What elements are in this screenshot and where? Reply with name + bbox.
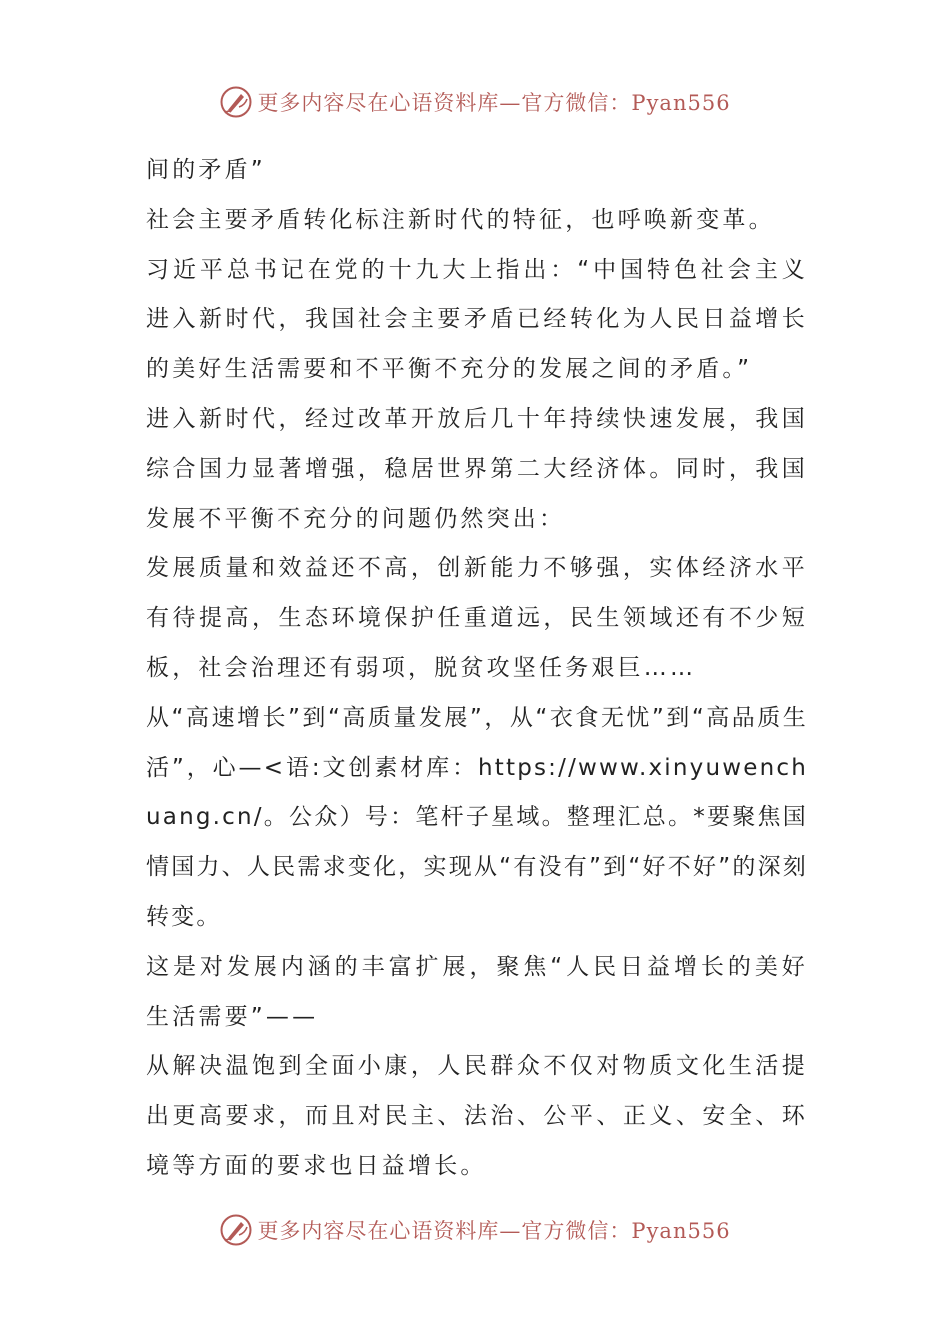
pen-logo-icon <box>219 85 253 119</box>
paragraph-3: 习近平总书记在党的十九大上指出：“中国特色社会主义进入新时代，我国社会主要矛盾已经转化为人民日益增长的美好生活需要和不平衡不充分的发展之间的矛盾。” <box>146 256 808 383</box>
paragraph-2: 社会主要矛盾转化标注新时代的特征，也呼唤新变革。 <box>146 206 775 233</box>
paragraph-7: 这是对发展内涵的丰富扩展，聚焦“人民日益增长的美好生活需要”—— <box>146 953 808 1030</box>
header-banner-text: 更多内容尽在心语资料库—官方微信：Pyan556 <box>257 91 731 115</box>
footer-banner-text: 更多内容尽在心语资料库—官方微信：Pyan556 <box>257 1219 731 1243</box>
footer-banner <box>0 1208 950 1252</box>
header-banner <box>0 80 950 124</box>
document-body <box>146 146 808 1192</box>
pen-logo-icon <box>219 1213 253 1247</box>
paragraph-4: 进入新时代，经过改革开放后几十年持续快速发展，我国综合国力显著增强，稳居世界第二大经济体。同时，我国发展不平衡不充分的问题仍然突出： <box>146 405 808 532</box>
paragraph-1: 间的矛盾” <box>146 157 266 183</box>
paragraph-6: 从“高速增长”到“高质量发展”，从“衣食无忧”到“高品质生活”，心—<语:文创素材库：https://www.xinyuwenchuang.cn/。公众）号：笔杆子星域。整理汇总。*要聚焦国情国力、人民需求变化，实现从“有没有”到“好不好”的深刻转变。 <box>146 704 808 930</box>
paragraph-8: 从解决温饱到全面小康，人民群众不仅对物质文化生活提出更高要求，而且对民主、法治、公平、正义、安全、环境等方面的要求也日益增长。 <box>146 1053 808 1179</box>
paragraph-5: 发展质量和效益还不高，创新能力不够强，实体经济水平有待提高，生态环境保护任重道远，民生领域还有不少短板，社会治理还有弱项，脱贫攻坚任务艰巨…… <box>146 555 808 681</box>
